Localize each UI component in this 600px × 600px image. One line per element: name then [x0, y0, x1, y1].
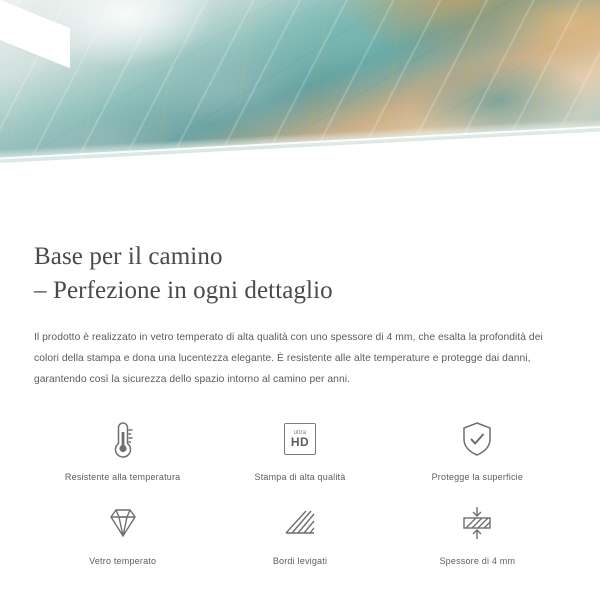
- feature-label: Bordi levigati: [272, 556, 328, 567]
- feature-grid: [34, 416, 566, 566]
- feature-item-thickness: [389, 500, 566, 566]
- feature-label: Protegge la superficie: [431, 472, 524, 483]
- feature-item-polished-edges: [211, 500, 388, 566]
- description-paragraph: Il prodotto è realizzato in vetro temperato di alta qualità con uno spessore di 4 mm, che esalta la profondità dei colori della stampa e dona una lucentezza elegante. È resistente alle alte temperature e protegge dai danni, garantendo così la sicurezza dello spazio intorno al camino per anni.: [34, 332, 543, 386]
- feature-label: Stampa di alta qualità: [254, 472, 346, 483]
- page-title: [34, 240, 566, 307]
- feature-item-surface-protection: [389, 416, 566, 482]
- shield-check-icon: [458, 416, 496, 462]
- feature-label: Resistente alla temperatura: [64, 472, 181, 483]
- ultra-hd-badge-main: HD: [290, 435, 310, 450]
- diamond-icon: [103, 500, 143, 546]
- hero-image: [0, 0, 600, 218]
- page-title-line-2: – Perfezione in ogni dettaglio: [34, 276, 333, 304]
- feature-item-temperature: [34, 416, 211, 482]
- thickness-arrows-icon: [456, 500, 498, 546]
- feature-label: Vetro temperato: [89, 556, 157, 567]
- feature-item-tempered-glass: [34, 500, 211, 566]
- text-content: [0, 240, 600, 566]
- thermometer-icon: [103, 416, 143, 462]
- ultra-hd-badge-top: ultra: [293, 430, 307, 437]
- page-title-line-1: Base per il camino: [34, 243, 223, 270]
- feature-label: Spessore di 4 mm: [439, 556, 516, 567]
- feature-item-print-quality: [211, 416, 388, 482]
- polished-edges-icon: [280, 500, 320, 546]
- ultra-hd-icon: [284, 416, 316, 462]
